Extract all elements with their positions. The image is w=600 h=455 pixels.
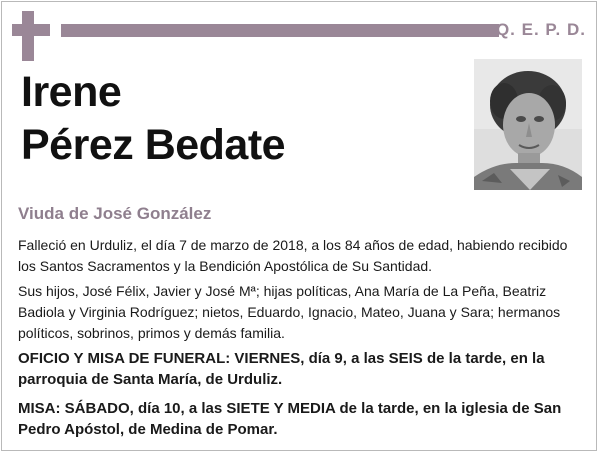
death-paragraph: Falleció en Urduliz, el día 7 de marzo de 2018, a los 84 años de edad, habiendo recibido los Santos Sacramentos y la Bendición Apostólica de Su Santidad.: [18, 237, 568, 274]
qepd-label: Q. E. P. D.: [495, 20, 586, 39]
widow-of-line: Viuda de José González: [18, 204, 212, 223]
family-paragraph: Sus hijos, José Félix, Javier y José Mª; hijas políticas, Ana María de La Peña, Beatriz Badiola y Virginia Rodríguez; nietos, Eduardo, Ignacio, Mateo, Juana y Sara; hermanos políticos, sobrinos, primos y demás familia.: [18, 283, 561, 341]
cross-horizontal-bar: [12, 24, 50, 36]
deceased-first-name: Irene: [21, 68, 122, 116]
funeral-notice: OFICIO Y MISA DE FUNERAL: VIERNES, día 9, a las SEIS de la tarde, en la parroquia de Santa María, de Urduliz.: [18, 350, 545, 388]
portrait-image: [474, 59, 582, 190]
obituary-card: [1, 1, 597, 451]
cross-vertical-bar: [22, 11, 34, 61]
deceased-photo: [474, 59, 582, 190]
mass-notice: MISA: SÁBADO, día 10, a las SIETE Y MEDIA de la tarde, en la iglesia de San Pedro Apóstol, de Medina de Pomar.: [18, 400, 562, 438]
deceased-name: [21, 66, 285, 172]
header-rule: [61, 24, 499, 37]
deceased-surname: Pérez Bedate: [21, 121, 286, 169]
